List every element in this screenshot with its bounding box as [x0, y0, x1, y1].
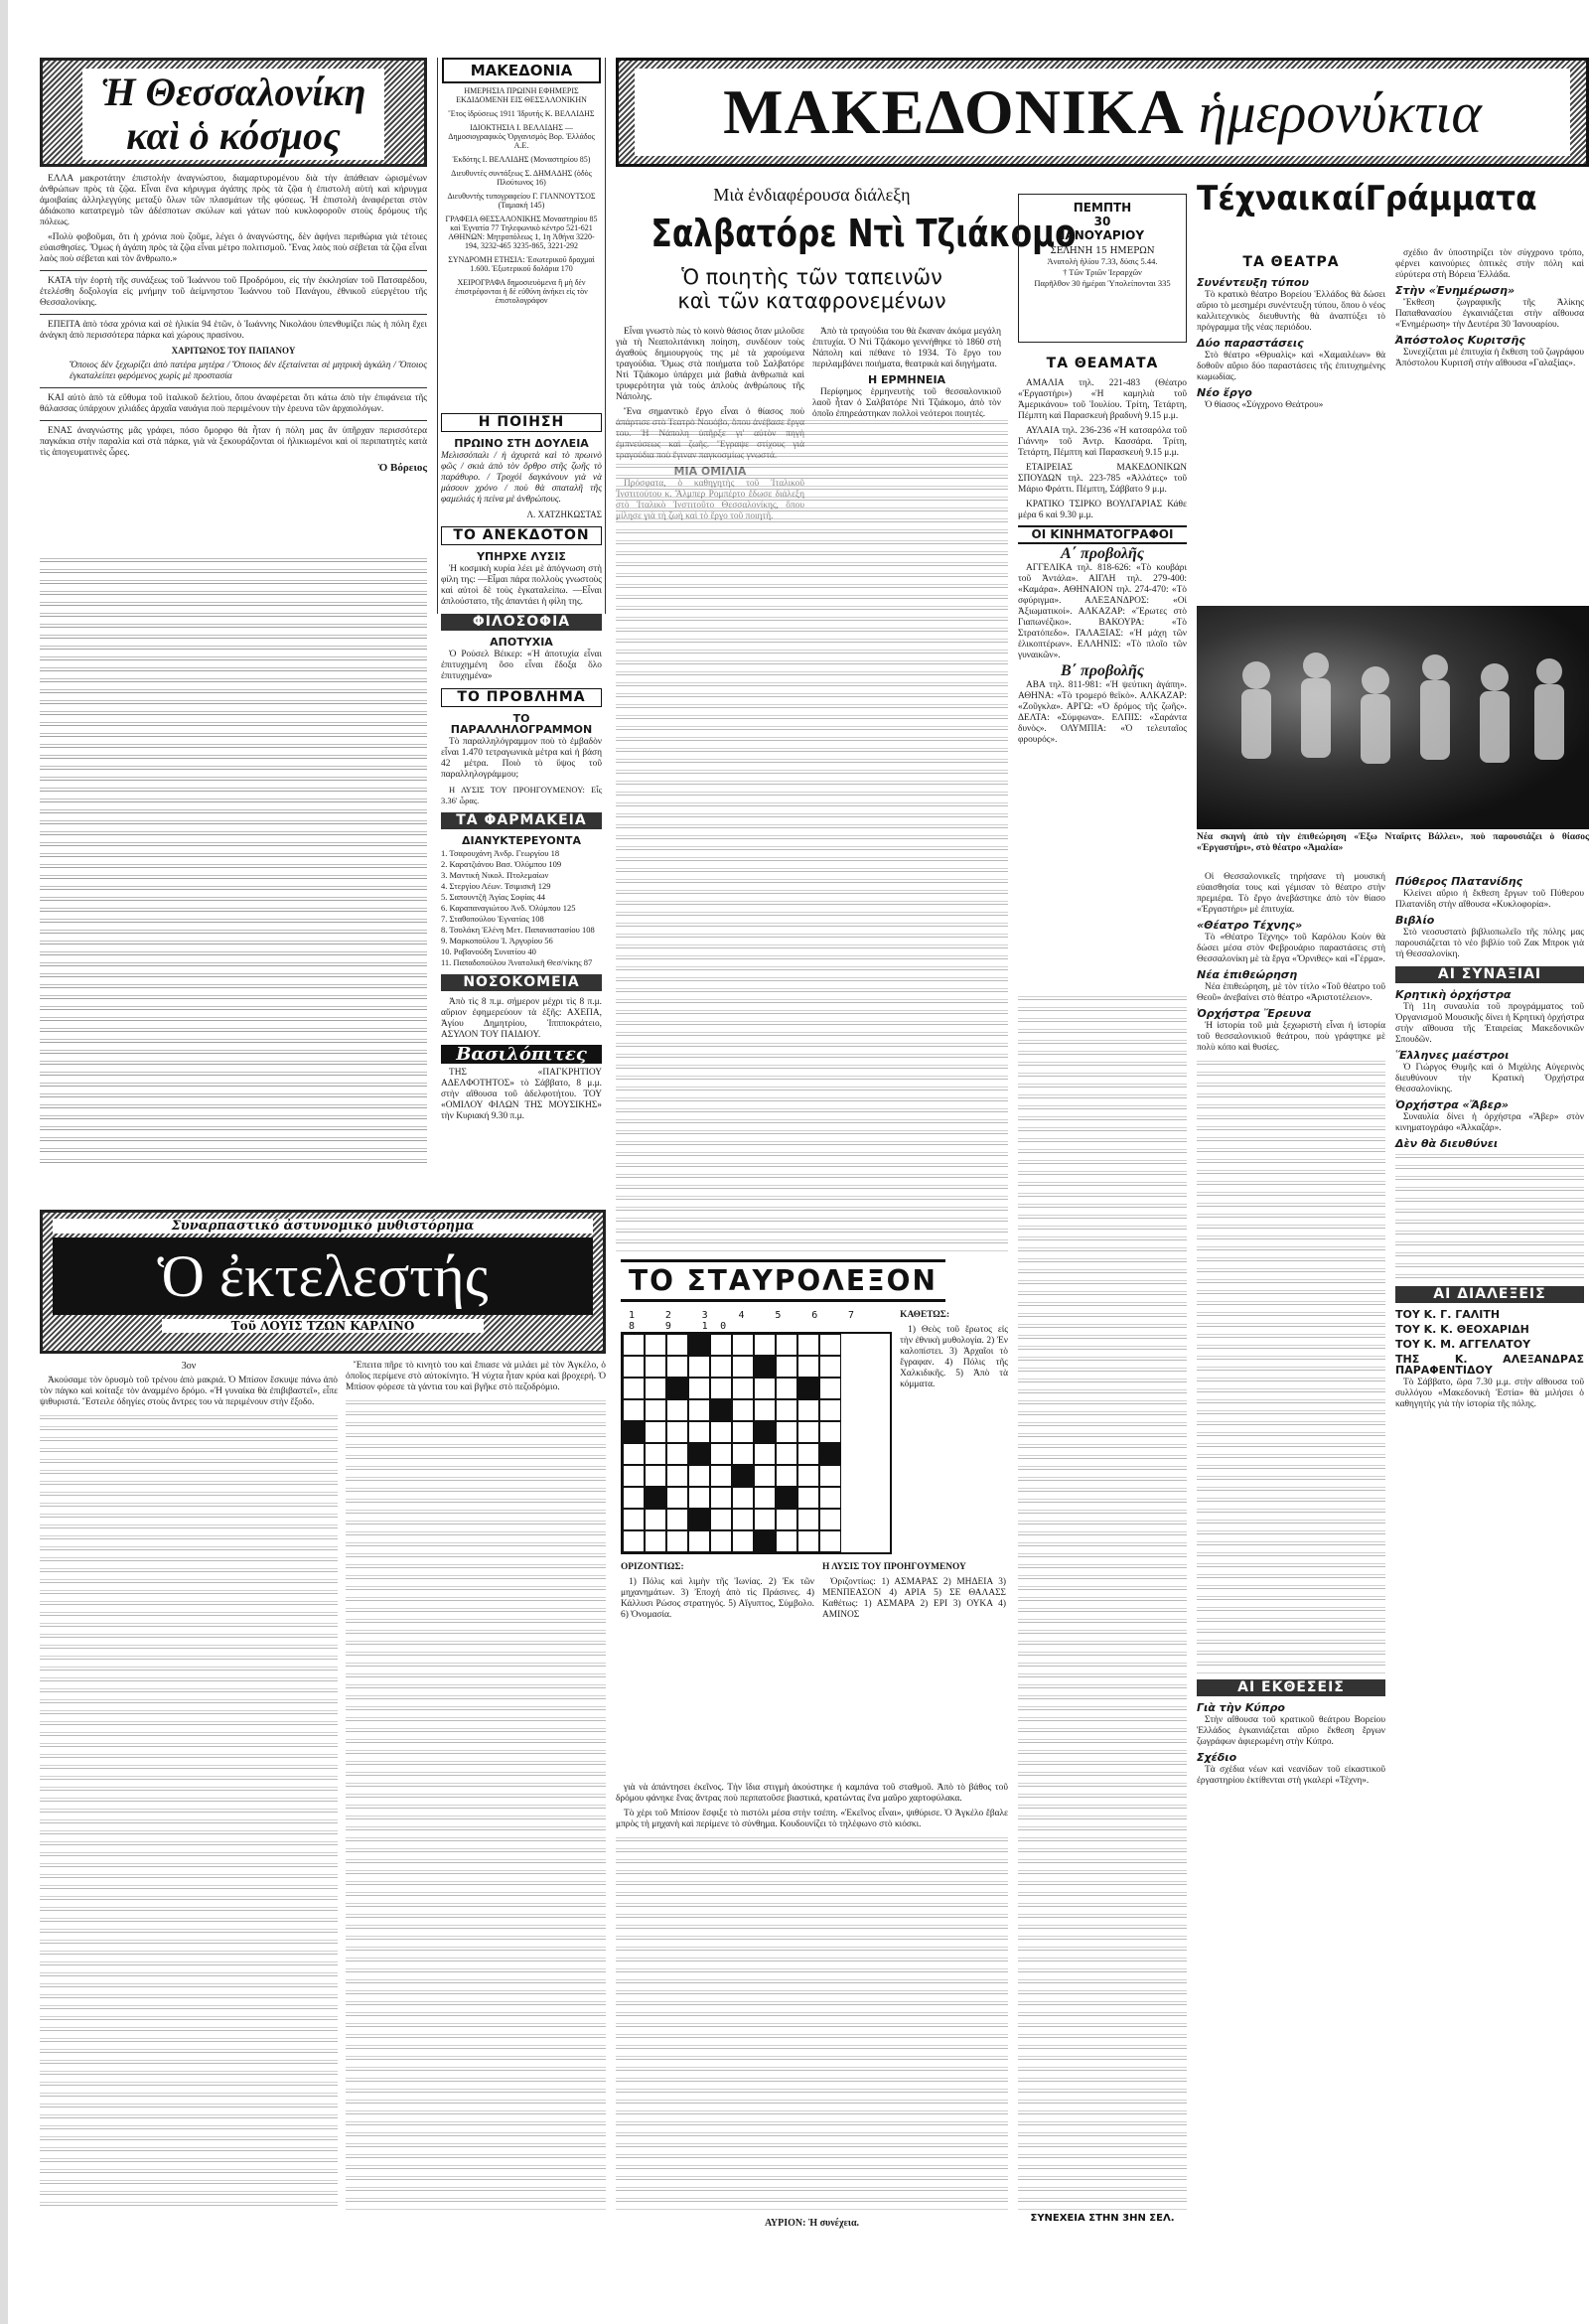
- meetings-sub-1: Κρητικὴ ὀρχήστρα: [1395, 988, 1512, 1001]
- crossword-cell[interactable]: [819, 1334, 841, 1356]
- meetings-sub-4: Δὲν θὰ διευθύνει: [1395, 1137, 1499, 1150]
- date-box: [1018, 194, 1187, 343]
- philosophy-title: ΑΠΟΤΥΧΙΑ: [490, 636, 553, 649]
- crossword-cell[interactable]: [797, 1334, 819, 1356]
- crossword-cell[interactable]: [732, 1378, 754, 1399]
- crossword-cell[interactable]: [754, 1334, 776, 1356]
- crossword-cell[interactable]: [623, 1334, 645, 1356]
- crossword-cell[interactable]: [645, 1509, 666, 1530]
- problem-answer: Η ΛΥΣΙΣ ΤΟΥ ΠΡΟΗΓΟΥΜΕΝΟΥ: Εἶς 3.36' ὧρας.: [441, 785, 602, 805]
- theamata-list: [1018, 378, 1187, 521]
- pharmacy-item: 10. Ραβανούδη Συνατίου 40: [441, 946, 536, 956]
- crossword-cell[interactable]: [645, 1421, 666, 1443]
- theatre-p-4: Οἱ Θεσσαλονικεῖς τηρήσανε τὴ μουσική εὐαισθησία τους καὶ γέμισαν τὸ θέατρο στὴν πρεμιέρα. Τὸ ἔργο ἀνεβάστηκε ἀπὸ τὸν θίασο «Ἐργαστήρι» μὲ ἐπιτυχία.: [1197, 872, 1385, 915]
- crossword-cell[interactable]: [688, 1465, 710, 1487]
- right-p-5: Στὸ νεοσυστατὸ βιβλιοπωλεῖο τῆς πόλης μας παρουσιάζεται τὸ νέο βιβλίο τοῦ Ζακ Μπροκ γιὰ τὴ Θεσσαλονίκη.: [1395, 928, 1584, 959]
- pharmacy-title: ΔΙΑΝΥΚΤΕΡΕΥΟΝΤΑ: [462, 834, 581, 847]
- crossword-cell[interactable]: [819, 1421, 841, 1443]
- crossword-cell[interactable]: [623, 1378, 645, 1399]
- date-saints: † Τῶν Τριῶν Ἱεραρχῶν: [1063, 267, 1142, 277]
- crossword-cell[interactable]: [797, 1421, 819, 1443]
- crossword-cell[interactable]: [666, 1356, 688, 1378]
- crossword-cell[interactable]: [797, 1356, 819, 1378]
- crossword-cell[interactable]: [732, 1487, 754, 1509]
- lecture-kicker: Μιὰ ἐνδιαφέρουσα διάλεξη: [713, 185, 911, 205]
- crossword-cell[interactable]: [710, 1465, 732, 1487]
- exhibitions-section: ΑΙ ΕΚΘΕΣΕΙΣ: [1197, 1679, 1385, 1696]
- theatre-sub-1: Συνέντευξη τύπου: [1197, 276, 1309, 289]
- right-masthead-italic: ἡμερονύκτια: [1198, 79, 1482, 145]
- theamata-item: ΑΥΛΑΙΑ τηλ. 236-236 «Ἡ κατσαρόλα τοῦ Γιάννη» τοῦ Ἀντρ. Κασσάρα. Τρίτη, Τετάρτη, Πέμπτη καὶ Παρασκευὴ 9.15 μ.μ.: [1018, 426, 1187, 458]
- crossword-cell[interactable]: [623, 1399, 645, 1421]
- crossword-horizontal-title: ΟΡΙΖΟΝΤΙΩΣ:: [621, 1562, 684, 1572]
- exhibitions-p-2: Τὰ σχέδια νέων καὶ νεανίδων τοῦ εἰκαστικοῦ ἐργαστηρίου ἐκτίθενται στὴ γκαλερὶ «Τέχνη».: [1197, 1765, 1385, 1786]
- anecdote-text: Ἡ κοσμικὴ κυρία λέει μὲ ἀπόγνωση στὴ φίλη της: —Εἶμαι πάρα πολλοὺς γνωστοὺς καὶ αὐτοὶ δὲ τοὺς ἐγκαταλείπω. —Εἶναι ἁπλούστατο, τῆς ἀπαντάει ἡ φίλη της.: [441, 564, 602, 607]
- meetings-p-1: Τὴ 11η συναυλία τοῦ προγράμματος τοῦ Ὀργανισμοῦ Μουσικῆς δίνει ἡ Κρητικὴ ὀρχήστρα στὴν αἴθουσα τῆς Ἐταιρείας Μακεδονικῶν Σπουδῶν.: [1395, 1002, 1584, 1045]
- meetings-p-3: Συναυλία δίνει ἡ ὀρχήστρα «Ἄβερ» στὸν κινηματογράφο «Ἀλκαζάρ».: [1395, 1112, 1584, 1133]
- pharmacy-item: 9. Μαρκοπούλου Ἰ. Ἀργυρίου 56: [441, 936, 553, 945]
- crossword-vertical: 1) Θεὸς τοῦ ἔρωτος εἰς τὴν ἐθνικὴ μυθολογία. 2) Ἐν καλοπίστει. 3) Ἀρχαῖοι τὸ ἔγραφαν. 4) Πόλις τῆς Χαλκιδικῆς. 5) Ἀπὸ τὰ κόμματα.: [900, 1325, 1008, 1389]
- crossword-cell[interactable]: [645, 1356, 666, 1378]
- meetings-sub-2: Ἕλληνες μαέστροι: [1395, 1049, 1510, 1062]
- right-p-2: Ἔκθεση ζωγραφικῆς τῆς Ἀλίκης Παπαθανασίου ἐγκαινιάζεται στὴν αἴθουσα «Ἐνημέρωση» τὴν Δευτέρα 30 Ἰανουαρίου.: [1395, 298, 1584, 330]
- crossword-cell[interactable]: [776, 1421, 797, 1443]
- problem-section: ΤΟ ΠΡΟΒΛΗΜΑ: [441, 688, 602, 707]
- crossword-grid[interactable]: [621, 1332, 892, 1554]
- left-header-title: [82, 69, 384, 160]
- serial-text-4: Τὸ χέρι τοῦ Μπίσον ἔσφιξε τὸ πιστόλι μέσα στὴν τσέπη. «Ἐκεῖνος εἶναι», ψιθύρισε. Ὁ Ἀγκέλο ἔβαλε μπρὸς τὴ μηχανὴ καὶ περίμενε τὸ σύνθημα. Κουδουνίζει τὸ τηλέφωνο στὸ κιόσκι.: [616, 1809, 1008, 1829]
- lecture-item: ΤΗΣ Κ. ΑΛΕΞΑΝΔΡΑΣ ΠΑΡΑΦΕΝΤΙΔΟΥ: [1395, 1353, 1584, 1377]
- crossword-cell: [688, 1334, 710, 1356]
- crossword-cell[interactable]: [710, 1421, 732, 1443]
- theatre-p-7: Ἡ ἱστορία τοῦ μιὰ ξεχωριστὴ εἶναι ἡ ἱστορία τοῦ θεσσαλονικιοῦ θεάτρου, ποὺ γράφτηκε μὲ πολὺ κόπο καὶ θυσίες.: [1197, 1021, 1385, 1053]
- pharmacy-item: 8. Τσολάκη Ἐλένη Μετ. Παπαναστασίου 108: [441, 925, 595, 935]
- theamata-item: ΚΡΑΤΙΚΟ ΤΣΙΡΚΟ ΒΟΥΛΓΑΡΙΑΣ Κάθε μέρα 6 καὶ 9.30 μ.μ.: [1018, 500, 1187, 520]
- crossword-cell: [819, 1443, 841, 1465]
- crossword-cell[interactable]: [666, 1421, 688, 1443]
- crossword-cell[interactable]: [754, 1487, 776, 1509]
- lectures-section: ΑΙ ΔΙΑΛΕΞΕΙΣ: [1395, 1286, 1584, 1303]
- crossword: [621, 1259, 1008, 1776]
- crossword-solution: Ὁριζοντίως: 1) ΑΣΜΑΡΑΣ 2) ΜΗΔΕΙΑ 3) ΜΕΝΠΕΑΣΟΝ 4) ΑΡΙΑ 5) ΣΕ ΘΑΛΑΣΣ Καθέτως: 1) ΑΣΜΑΡΑ 2) ΕΡΙ 3) ΟΥΚΑ 4) ΑΜΙΝΟΣ: [822, 1577, 1006, 1620]
- crossword-cell[interactable]: [797, 1443, 819, 1465]
- theatre-p-1: Τὸ κρατικὸ θέατρο Βορείου Ἑλλάδος θὰ δώσει αὔριο τὸ μεσημέρι συνέντευξη τύπου, ὅπου ὁ νέος καλλιτεχνικὸς διευθυντὴς θὰ ἀναπτύξει τὸ πρόγραμμα τῆς νέας περιόδου.: [1197, 290, 1385, 333]
- crossword-cell[interactable]: [645, 1378, 666, 1399]
- right-p-3: Συνεχίζεται μὲ ἐπιτυχία ἡ ἔκθεση τοῦ ζωγράφου Ἀπόστολου Κυριτσῆ στὴν αἴθουσα «Γαλαξίας».: [1395, 348, 1584, 368]
- lectures-list: [1395, 1309, 1584, 1376]
- serial-text-2: Ἔπειτα πῆρε τὸ κινητὸ του καὶ ἔπιασε νὰ μιλάει μὲ τὸν Ἀγκέλο, ὁ ὁποῖος περίμενε στὸ αὐτοκίνητο. Ἡ νύχτα ἦταν κρύα καὶ βροχερή. Ὁ Μπίσον φόρεσε τὰ γάντια του καὶ βγῆκε στὸ πεζοδρόμιο.: [346, 1361, 606, 1392]
- crossword-cell[interactable]: [666, 1399, 688, 1421]
- crossword-cell[interactable]: [819, 1530, 841, 1552]
- theatre-section-label: ΤΑ ΘΕΑΤΡΑ: [1238, 254, 1343, 270]
- crossword-cell[interactable]: [623, 1356, 645, 1378]
- crossword-vertical-title: ΚΑΘΕΤΩΣ:: [900, 1310, 950, 1320]
- first-run: Α΄ προβολῆς: [1061, 545, 1144, 562]
- masthead-founded: Ἔτος ἱδρύσεως 1911 Ἱδρυτής Κ. ΒΕΛΛΙΔΗΣ: [448, 109, 595, 118]
- left-header: [40, 58, 427, 167]
- crossword-cell: [623, 1421, 645, 1443]
- crossword-cell[interactable]: [776, 1399, 797, 1421]
- crossword-cell[interactable]: [819, 1356, 841, 1378]
- philosophy-section: ΦΙΛΟΣΟΦΙΑ: [441, 614, 602, 631]
- serial-body-1: [40, 1412, 338, 2207]
- theatre-p-3: Ὁ θίασος «Σύγχρονο Θεάτρου»: [1205, 400, 1324, 410]
- serial-col-2: [346, 1361, 606, 2314]
- right-sub-1: Στὴν «Ἐνημέρωση»: [1395, 284, 1516, 297]
- theamata-section: [1018, 356, 1187, 372]
- crossword-cell[interactable]: [754, 1509, 776, 1530]
- date-number: 30: [1093, 215, 1111, 228]
- crossword-cell[interactable]: [819, 1399, 841, 1421]
- serial-col-1: [40, 1361, 338, 2314]
- vasilopites-text: ΤΗΣ «ΠΑΓΚΡΗΤΙΟΥ ΑΔΕΛΦΟΤΗΤΟΣ» τὸ Σάββατο, 8 μ.μ. στὴν αἴθουσα τοῦ ἀδελφοτήτου. ΤΟΥ «ΟΜΙΛΟΥ ΦΙΛΩΝ ΤΗΣ ΜΟΥΣΙΚΗΣ» τὴν Κυριακή 9.30 π.μ.: [441, 1068, 602, 1121]
- crossword-solution-title: Η ΛΥΣΙΣ ΤΟΥ ΠΡΟΗΓΟΥΜΕΝΟΥ: [822, 1562, 966, 1572]
- crossword-cell[interactable]: [710, 1530, 732, 1552]
- meetings-p-2: Ὁ Γιώργος Θυμῆς καὶ ὁ Μιχάλης Αὐγερινὸς διευθύνουν τὴν Κρατικὴ Ὀρχήστρα Θεσσαλονίκης.: [1395, 1063, 1584, 1094]
- date-days: Παρῆλθον 30 ἡμέραι Ὑπολείπονται 335: [1034, 278, 1171, 288]
- crossword-cell[interactable]: [688, 1356, 710, 1378]
- crossword-cell: [645, 1487, 666, 1509]
- arts-col-1-bottom: [1197, 872, 1385, 2262]
- hermeneia-text: Περίφημος ἑρμηνευτὴς τοῦ θεσσαλονικιοῦ λαοῦ ἦταν ὁ Σαλβατόρε Ντὶ Τζιάκομο, ἀπὸ τὸν ὁποῖο ἐπηρεάστηκαν πολλοὶ νεότεροι ποιητές.: [812, 387, 1001, 419]
- para-6: ΕΝΑΣ ἀναγνώστης μᾶς γράφει, πόσο ὄμορφο θὰ ἦταν ἡ πόλη μας ἂν ὑπῆρχαν περισσότερα παγκάκια στὴν παραλία καὶ στὰ πάρκα, γιὰ νὰ ξεκουράζονται οἱ ἡλικιωμένοι καὶ οἱ περιπατητὲς κατὰ τὶς ἀπογευματινὲς ὧρες.: [40, 426, 427, 458]
- vasilopites-label: Βασιλόπιτες: [441, 1045, 602, 1064]
- philosophy-text: Ὁ Ρούσελ Βέικερ: «Ἡ ἀποτυχία εἶναι ἐπιτυχημένη ὅσο εἶναι ἔδοξα ὅλο ἐπιτυχημένα»: [441, 650, 602, 681]
- lecture-col-2: Ἕνα σημαντικὸ ἔργο εἶναι ὁ θίασος ποὺ ἀπάρτισε στὸ Τεατρὸ Νουόβο, ὅπου ἀνέβασε ἔργα του. Ἡ Νάπολη ὑπῆρξε γι' αὐτὸν πηγὴ ἐμπνεύσεως καὶ ζωῆς. Ἔγραψε στίχους γιὰ τραγούδια ποὺ ἔγιναν παγκοσμίως γνωστά.: [616, 407, 804, 461]
- crossword-cell[interactable]: [776, 1356, 797, 1378]
- theamata-continued: ΣΥΝΕΧΕΙΑ ΣΤΗΝ 3ΗΝ ΣΕΛ.: [1030, 2213, 1175, 2224]
- theatre-photo: [1197, 606, 1589, 829]
- lecture-subhead-1: Ὁ ποιητὴς τῶν ταπεινῶν: [681, 265, 942, 289]
- lecture-item: ΤΟΥ Κ. Μ. ΑΓΓΕΛΑΤΟΥ: [1395, 1338, 1531, 1351]
- theamata-section-label: ΤΑ ΘΕΑΜΑΤΑ: [1043, 356, 1163, 371]
- arts-title: ΤέχναικαίΓράμματα: [1197, 179, 1537, 218]
- date-month: ΙΑΝΟΥΑΡΙΟΥ: [1060, 228, 1145, 242]
- pharmacy-item: 4. Στεργίου Λέων. Τσιμισκῆ 129: [441, 881, 551, 891]
- crossword-cell[interactable]: [797, 1399, 819, 1421]
- hermeneia-title: Η ΕΡΜΗΝΕΙΑ: [867, 373, 946, 386]
- crossword-cell[interactable]: [666, 1487, 688, 1509]
- crossword-cell: [688, 1443, 710, 1465]
- serial-col-3: [616, 1783, 1008, 2309]
- poetry-section: Η ΠΟΙΗΣΗ: [441, 413, 602, 432]
- crossword-cell: [732, 1465, 754, 1487]
- text-body-left: [40, 556, 427, 1167]
- crossword-cell[interactable]: [819, 1509, 841, 1530]
- crossword-cell[interactable]: [623, 1530, 645, 1552]
- crossword-cell[interactable]: [666, 1509, 688, 1530]
- date-sun: Ἀνατολὴ ἡλίου 7.33, δύσις 5.44.: [1047, 256, 1158, 266]
- meetings-section: ΑΙ ΣΥΝΑΞΙΑΙ: [1395, 966, 1584, 983]
- masthead-directors: Διευθυντὲς συντάξεως Σ. ΔΗΜΑΔΗΣ (ὁδὸς Πλούτωνος 16): [451, 169, 592, 187]
- masthead-print: Διευθυντὴς τυπογραφείου Γ. ΓΙΑΝΝΟΥΤΣΟΣ (Ταμιακή 145): [447, 192, 596, 210]
- divider: [40, 314, 427, 315]
- pharmacy-item: 6. Καραπαναγιώτου Ἀνδ. Ὀλύμπου 125: [441, 903, 576, 913]
- masthead-ownership: ΙΔΙΟΚΤΗΣΙΑ Ι. ΒΕΛΛΙΔΗΣ — Δημοσιογραφικὸς Ὀργανισμὸς Βορ. Ἑλλάδος Α.Ε.: [448, 123, 595, 150]
- crossword-cell[interactable]: [732, 1334, 754, 1356]
- second-run: Β΄ προβολῆς: [1061, 662, 1144, 679]
- cinemas-b: ΑΒΑ τηλ. 811-981: «Ἡ ψεύτικη ἀγάπη». ΑΘΗΝΑ: «Τὸ τρομερό θεϊκὸ». ΑΛΚΑΖΑΡ: «Ζοῦγκλα». ΑΡΓΩ: «Ὁ δρόμος τῆς ζωῆς». ΔΕΛΤΑ: «Σύμφωνα». ΕΛΠΙΣ: «Σαράντα δυνὸς». ΟΛΥΜΠΙΑ: «Ὁ τελευταῖος φρουρός».: [1018, 680, 1187, 745]
- signature: Ὁ Βόρειος: [377, 462, 427, 474]
- pharmacy-item: 2. Καρατζιάνου Βασ. Ὀλύμπου 109: [441, 859, 562, 869]
- pharmacy-list: [441, 848, 602, 968]
- crossword-cell[interactable]: [819, 1465, 841, 1487]
- crossword-cell[interactable]: [666, 1334, 688, 1356]
- para-1: ΕΛΛΑ μακροτάτην ἐπιστολὴν ἀναγνώστου, διαμαρτυρομένου διὰ τὴν ἀπάθειαν ὡρισμένων ἀνθρώπων πρὸς τὰ ζῷα. Εἶναι ἕνα κήρυγμα ἀγάπης πρὸς τὰ ζῷα ἡ ἐπιστολὴ αὐτὴ καὶ κήρυγμα ἀμοιβαίας ἀλληλεγγύης μεταξὺ ὅλων τῶν πλασμάτων τῆς φύσεως. Ἡ ἐπιστολὴ ἀναφέρεται στὸν ἀδιάκοπο κατατρεγμὸ τῶν ἀδέσποτων σκύλων καὶ γάτων ποὺ κυκλοφοροῦν στοὺς δρόμους τῆς πόλεως.: [40, 174, 427, 227]
- meetings-sub-3: Ὀρχήστρα «Ἄβερ»: [1395, 1098, 1509, 1111]
- crossword-cell[interactable]: [645, 1399, 666, 1421]
- crossword-cell[interactable]: [754, 1378, 776, 1399]
- crossword-cell[interactable]: [732, 1399, 754, 1421]
- crossword-cell: [776, 1487, 797, 1509]
- para-2: «Πολὺ φοβοῦμαι, ὅτι ἡ χρόνια ποὺ ζοῦμε, λέγει ὁ ἀναγνώστης, δὲν ἀφήνει περιθώρια γιὰ τέτοιες εὐαισθησίες. Ὅμως ἡ ἀγάπη πρὸς τὰ ζῷα εἶναι μέτρο πολιτισμοῦ. Ἕνας λαὸς ποὺ σέβεται τὰ ζῷα εἶναι λαὸς ποὺ σέβεται καὶ τὸν ἄνθρωπο.»: [40, 232, 427, 264]
- crossword-cell[interactable]: [645, 1443, 666, 1465]
- crossword-cell[interactable]: [645, 1334, 666, 1356]
- crossword-cell[interactable]: [754, 1399, 776, 1421]
- crossword-cell[interactable]: [688, 1399, 710, 1421]
- theamata-item: ΑΜΑΛΙΑ τηλ. 221-483 (Θέατρο «Ἐργαστήρι») «Ἡ καμηλιὰ τοῦ Ἀμερικάνου» τοῦ Ἰουλίου. Τρίτη, Τετάρτη, Πέμπτη καὶ Παρασκευὴ βραδυνὴ 9.15 μ.μ.: [1018, 378, 1187, 421]
- lecture-item: ΤΟΥ Κ. Κ. ΘΕΟΧΑΡΙΔΗ: [1395, 1323, 1529, 1336]
- crossword-cell[interactable]: [776, 1443, 797, 1465]
- poem-text: Μελισσόπαλι / ἡ ἀχυριτὰ καὶ τὸ πρωινὸ φῶς / σκιὰ ἀπὸ τὸν ὄρθρο στῆς ζωῆς τὸ παράθυρο. / Τροχόὶ δαγκάνουν γιὰ νὰ μάσουν χρόνο / ποὺ θὰ σπαταλῆ τῆς φαμελιάς ἡ πείνα μὲ ἀνθρώπους.: [441, 451, 602, 505]
- pharmacy-item: 5. Σαπουντζῆ Ἁγίας Σοφίας 44: [441, 892, 545, 902]
- poet: Λ. ΧΑΤΖΗΚΩΣΤΑΣ: [526, 509, 602, 519]
- lectures-p: Τὸ Σάββατο, ὥρα 7.30 μ.μ. στὴν αἴθουσα τοῦ συλλόγου «Μακεδονικὴ Ἑστία» θὰ μιλήσει ὁ καθηγητὴς γιὰ τὴν ἱστορία τῆς πόλης.: [1395, 1378, 1584, 1409]
- crossword-cell[interactable]: [666, 1443, 688, 1465]
- theatre-sub-4: «Θέατρο Τέχνης»: [1197, 919, 1303, 932]
- crossword-cell[interactable]: [776, 1334, 797, 1356]
- para-3: ΚΑΤΑ τὴν ἑορτὴ τῆς συνάξεως τοῦ Ἰωάννου τοῦ Προδρόμου, εἰς τὴν ἐκκλησίαν τοῦ Πατσαρέδου, ἐτελέσθη δοξολογία εἰς μνήμην τοῦ ἀείμνηστου Ἰωάννου τοῦ Πανάγου, ἐθνικοῦ εὐεργέτου τῆς Θεσσαλονίκης.: [40, 276, 427, 308]
- crossword-cell[interactable]: [797, 1530, 819, 1552]
- crossword-cell[interactable]: [710, 1356, 732, 1378]
- theatre-sub-3: Νέο ἔργο: [1197, 386, 1252, 399]
- cinemas-a: ΑΓΓΕΛΙΚΑ τηλ. 818-626: «Τὸ κουβάρι τοῦ Ἀντάλα». ΑΙΓΛΗ τηλ. 279-400: «Καμάρα». ΑΘΗΝΑΙΟΝ τηλ. 274-470: «Τὸ σφύριγμα». ΑΛΕΞΑΝΔΡΟΣ: «Οἱ Ἀξιωματικοί». ΑΛΚΑΖΑΡ: «Ἔρωτες στὸ Γιαπωνέζικο». ΒΑΚΟΥΡΑ: «Τὸ Στρατόπεδο». ΓΑΛΑΞΙΑΣ: «Ἡ μάχη τῶν ἑλικοπτέρων». ΕΛΛΗΝΙΣ: «Τὸ πλοῖο τῶν γυναικῶν».: [1018, 563, 1187, 660]
- pharmacy-item: 3. Μαντικὴ Νικολ. Πτολεμαίων: [441, 870, 549, 880]
- lecture-col-3: Ἀπὸ τὰ τραγούδια του θὰ ἔκαναν ἀκόμα μεγάλη ἐπιτυχία. Ὁ Ντὶ Τζιάκομο γεννήθηκε τὸ 1860 στὴ Νάπολη καὶ πέθανε τὸ 1934. Τὸ ἔργο του περιλαμβάνει ποιήματα, θεατρικὰ καὶ διηγήματα.: [812, 327, 1001, 369]
- lecture-item: ΤΟΥ Κ. Γ. ΓΑΛΙΤΗ: [1395, 1308, 1501, 1321]
- hospital-text: Ἀπὸ τὶς 8 π.μ. σήμερον μέχρι τὶς 8 π.μ. αὔριον ἐφημερεύουν τὰ ἑξῆς: ΑΧΕΠΑ, Ἁγίου Δημητρίου, Ἱππποκράτειο, ΑΣΥΛΟΝ ΤΟΥ ΠΑΙΔΙΟΥ.: [441, 997, 602, 1040]
- crossword-title: ΤΟ ΣΤΑΥΡΟΛΕΞΟΝ: [621, 1259, 945, 1302]
- poem-title: ΧΑΡΙΤΩΝΟΣ ΤΟΥ ΠΑΠΑΝΟΥ: [171, 346, 296, 356]
- lecture-headline: Σαλβατόρε Ντὶ Τζιάκομο: [650, 212, 1077, 255]
- crossword-cell[interactable]: [754, 1465, 776, 1487]
- masthead-note: ΧΕΙΡΟΓΡΑΦΑ δημοσιευόμενα ἢ μὴ δὲν ἐπιστρέφονται ἡ δὲ εὐθύνη ἀνήκει εἰς τὸν ἐπιστολογράφον: [455, 278, 588, 305]
- crossword-cell: [688, 1509, 710, 1530]
- lecture-subhead-2: καὶ τῶν καταφρονεμένων: [677, 289, 946, 313]
- crossword-col-numbers: 1 2 3 4 5 6 7 8 9 10: [629, 1310, 867, 1332]
- paper-name: ΜΑΚΕΔΟΝΙΑ: [442, 58, 601, 83]
- theatre-sub-5: Νέα ἐπιθεώρηση: [1197, 968, 1298, 981]
- serial-kicker: Συναρπαστικό ἀστυνομικό μυθιστόρημα: [53, 1219, 593, 1234]
- crossword-cell: [666, 1378, 688, 1399]
- omilia-title: ΜΙΑ ΟΜΙΛΙΑ: [673, 465, 747, 478]
- crossword-cell[interactable]: [710, 1378, 732, 1399]
- crossword-cell[interactable]: [710, 1509, 732, 1530]
- right-sub-2: Ἀπόστολος Κυριτσῆς: [1395, 334, 1525, 347]
- serial-text-3: γιὰ νὰ ἀπάντησει ἐκεῖνος. Τὴν ἴδια στιγμὴ ἀκούστηκε ἡ καμπάνα τοῦ σταθμοῦ. Ἀπὸ τὸ βάθος τοῦ δρόμου φάνηκε ἕνας ἄντρας ποὺ περπατοῦσε βιαστικά, κρατώντας ἕνα μαῦρο χαρτοφύλακα.: [616, 1783, 1008, 1804]
- date-moon: ΣΕΛΗΝΗ 15 ΗΜΕΡΩΝ: [1050, 246, 1155, 256]
- pharmacy-item: 1. Τσαρουχάνη Ἀνδρ. Γεωργίου 18: [441, 848, 560, 858]
- right-p-4: Κλείνει αὔριο ἡ ἔκθεση ἔργων τοῦ Πύθερου Πλατανίδη στὴν αἴθουσα «Κυκλοφορία».: [1395, 889, 1584, 910]
- serial-header: [40, 1210, 606, 1354]
- crossword-cell: [754, 1530, 776, 1552]
- crossword-cell[interactable]: [666, 1465, 688, 1487]
- crossword-cell[interactable]: [732, 1356, 754, 1378]
- divider: [40, 270, 427, 271]
- crossword-cell[interactable]: [797, 1465, 819, 1487]
- theatre-p-5: Τὸ «Θέατρο Τέχνης» τοῦ Καρόλου Κοὺν θὰ δώσει μέσα στὸν Φεβρουάριο παραστάσεις στὴ Θεσσαλονίκη μὲ τὰ ἔργα «Ὄρνιθες» καὶ «Γέρμα».: [1197, 933, 1385, 964]
- cinema-listings-body: [1018, 993, 1187, 2210]
- masthead-publisher: Ἐκδότης Ι. ΒΕΛΛΙΔΗΣ (Μοναστηρίου 85): [452, 155, 591, 164]
- cinemas-section: ΟΙ ΚΙΝΗΜΑΤΟΓΡΑΦΟΙ: [1018, 525, 1187, 544]
- exhibitions-p: Στὴν αἴθουσα τοῦ κρατικοῦ θεάτρου Βορείου Ἑλλάδος ἐγκαινιάζεται αὔριο ἔκθεση ἔργων ζωγράφων ἀφιερωμένη στὴν Κύπρο.: [1197, 1715, 1385, 1747]
- poem-heading: ΠΡΩΙΝΟ ΣΤΗ ΔΟΥΛΕΙΑ: [454, 437, 589, 450]
- pharmacy-item: 11. Παπαδοπούλου Ἀνατολικῆ Θεσ/νίκης 87: [441, 957, 593, 967]
- poetry-column: [437, 407, 606, 1202]
- para-4: ΕΠΕΙΤΑ ἀπὸ τόσα χρόνια καὶ σὲ ἡλικία 94 ἐτῶν, ὁ Ἰωάννης Νικολάου ὑπενθυμίζει πὼς ἡ πόλη ἔχει ἀνάγκη ἀπὸ περισσότερα πάρκα καὶ χώρους πρασίνου.: [40, 320, 427, 341]
- right-sub-4: Βιβλίο: [1395, 914, 1435, 927]
- crossword-cell[interactable]: [776, 1509, 797, 1530]
- theatre-p-2: Στὸ θέατρο «Θρυαλὶς» καὶ «Χαμαιλέων» θὰ δοθοῦν αὔριο δύο παραστάσεις τῆς ἐπιτυχημένης κωμωδίας.: [1197, 351, 1385, 382]
- masthead-subtitle: ΗΜΕΡΗΣΙΑ ΠΡΩΙΝΗ ΕΦΗΜΕΡΙΣ ΕΚΔΙΔΟΜΕΝΗ ΕΙΣ ΘΕΣΣΑΛΟΝΙΚΗΝ: [456, 86, 587, 104]
- hospital-section: ΝΟΣΟΚΟΜΕΙΑ: [441, 974, 602, 991]
- crossword-cell[interactable]: [688, 1530, 710, 1552]
- crossword-cell: [754, 1356, 776, 1378]
- crossword-cell[interactable]: [645, 1465, 666, 1487]
- crossword-cell[interactable]: [754, 1443, 776, 1465]
- arts-text-body: [1197, 1058, 1385, 1673]
- crossword-cell[interactable]: [710, 1443, 732, 1465]
- serial-body-3: [616, 1834, 1008, 2212]
- photo-caption: Νέα σκηνὴ ἀπὸ τὴν ἐπιθεώρηση «Ἐξω Νταῖριτς Βάλλει», ποὺ παρουσιάζει ὁ θίασος «Ἐργαστήρι», στὸ θέατρο «Ἀμαλία»: [1197, 832, 1589, 853]
- serial-continued: ΑΥΡΙΟΝ: Ἡ συνέχεια.: [764, 2218, 860, 2229]
- right-masthead-title: ΜΑΚΕΔΟΝΙΚΑ: [723, 76, 1185, 147]
- divider: [40, 387, 427, 388]
- meetings-text-body: [1395, 1151, 1584, 1280]
- lecture-col-1: Εἶναι γνωστὸ πὼς τὸ κοινὸ θάσιος ὅταν μιλοῦσε γιὰ τὴ Νεαπολιτάνικη ποίηση, συνδέουν τοὺς ἀγαθοὺς δημιουργοὺς της μὲ τὰ χαρούμενα τραγούδια. Ὅμως στὰ ποιήματα τοῦ Σαλβατόρε Ντὶ Τζιάκομο ὑπάρχει μιὰ βαθιὰ ἀνθρωπιὰ καὶ τρυφερότητα γιὰ τοὺς ἀπλοὺς ἀνθρώπους τῆς Νάπολης.: [616, 327, 804, 402]
- left-header-line1: Ἡ Θεσσαλονίκη: [100, 70, 366, 114]
- crossword-cell: [754, 1421, 776, 1443]
- crossword-cell[interactable]: [819, 1487, 841, 1509]
- pharmacy-item: 7. Σταθοπούλου Ἐγνατίας 108: [441, 914, 544, 924]
- problem-text: Τὸ παραλληλόγραμμον ποὺ τὸ ἐμβαδὸν εἶναι 1.470 τετραγωνικὰ μέτρα καὶ ἡ βάση 42 μέτρα. Ποιὸ τὸ ὕψος τοῦ παραλληλογράμμου;: [441, 737, 602, 780]
- para-5: ΚΑΙ αὐτὸ ἀπὸ τὰ εὔθυμα τοῦ ἰταλικοῦ δελτίου, ὅπου ἀναφέρεται ὅτι κάτω ἀπὸ τὴν ἐπιφάνεια τῆς θάλασσας ὑπάρχουν χιλιάδες ἀρχαῖα ναυάγια ποὺ περιμένουν τὴν ἐρευνα τῶν ἀρχαιολόγων.: [40, 393, 427, 414]
- right-masthead: [616, 58, 1589, 167]
- crossword-cell[interactable]: [776, 1465, 797, 1487]
- right-sub-3: Πύθερος Πλατανίδης: [1395, 875, 1523, 888]
- theatre-sub-6: Ὀρχήστρα Ἔρευνα: [1197, 1007, 1312, 1020]
- crossword-cell[interactable]: [776, 1530, 797, 1552]
- exhibitions-sub-2: Σχέδιο: [1197, 1751, 1237, 1764]
- crossword-cell[interactable]: [776, 1378, 797, 1399]
- masthead-subscriptions: ΣΥΝΔΡΟΜΗ ΕΤΗΣΙΑ: Ἐσωτερικοῦ δραχμαὶ 1.600. Ἐξωτερικοῦ δολάρια 170: [448, 255, 595, 273]
- theatre-p-6: Νέα ἐπιθεώρηση, μὲ τὸν τίτλο «Τοῦ θέατρο τοῦ Θεοῦ» ἀνεβαίνει στὸ θέατρο «Ἀριστοτέλειον».: [1197, 982, 1385, 1003]
- crossword-cell: [710, 1399, 732, 1421]
- date-day: ΠΕΜΠΤΗ: [1073, 201, 1132, 215]
- poem: Ὅποιος δὲν ξεχωρίζει ἀπὸ πατέρα μητέρα / Ὅποιος δὲν ἐξεταίνεται σὲ μητρικὴ ἀγκάλη / Ὅποιος ἐγκαταλείπει φερόμενος χωρὶς μὲ προστασία: [70, 361, 427, 381]
- arts-col-2-bottom: [1395, 872, 1584, 2262]
- crossword-cell[interactable]: [710, 1334, 732, 1356]
- left-header-line2: καὶ ὁ κόσμος: [126, 113, 341, 158]
- crossword-cell[interactable]: [623, 1509, 645, 1530]
- anecdote-title: ΥΠΗΡΧΕ ΛΥΣΙΣ: [477, 550, 566, 563]
- serial-body-2: [346, 1397, 606, 2212]
- pharmacy-section: ΤΑ ΦΑΡΜΑΚΕΙΑ: [441, 812, 602, 829]
- divider: [40, 420, 427, 421]
- lecture-text-body: [616, 417, 1008, 1251]
- masthead-offices: ΓΡΑΦΕΙΑ ΘΕΣΣΑΛΟΝΙΚΗΣ Μοναστηρίου 85 καὶ Ἐγνατία 77 Τηλεφωνικὸ κέντρο 521-621 ΑΘΗΝΩΝ: Μητροπόλεως 1, 1η Ἀθήνα 3220-194, 3232-465 3235-865, 3221-292: [445, 215, 598, 250]
- serial-text-1: Ἀκούσαμε τὸν ὀρυσμὸ τοῦ τρένου ἀπὸ μακριά. Ὁ Μπίσον ἔσκυψε πάνω ἀπὸ τὸν πάγκο καὶ κοίταξε τὸν ἀναμμένο δρόμο. «Ἡ γυναίκα θὰ ἐπιβιβαστεῖ», εἶπε ψιθυριστά. Ἕστειλε ὀδηγίες στοὺς ἄντρες του νὰ περιμένουν στὴν ἔξοδο.: [40, 1376, 338, 1407]
- crossword-cell[interactable]: [688, 1378, 710, 1399]
- crossword-cell[interactable]: [732, 1509, 754, 1530]
- crossword-cell[interactable]: [710, 1487, 732, 1509]
- crossword-cell[interactable]: [623, 1487, 645, 1509]
- crossword-cell[interactable]: [688, 1421, 710, 1443]
- crossword-cell[interactable]: [623, 1465, 645, 1487]
- crossword-cell[interactable]: [688, 1487, 710, 1509]
- crossword-cell: [797, 1378, 819, 1399]
- crossword-cell[interactable]: [645, 1530, 666, 1552]
- crossword-cell[interactable]: [819, 1378, 841, 1399]
- crossword-cell[interactable]: [623, 1443, 645, 1465]
- theamata-item: ΕΤΑΙΡΕΙΑΣ ΜΑΚΕΔΟΝΙΚΩΝ ΣΠΟΥΔΩΝ τηλ. 223-785 «Ἀλλάτες» τοῦ Μάριο Φράττι. Πέμπτη, Σάββατο 9 μ.μ.: [1018, 463, 1187, 495]
- crossword-cell[interactable]: [732, 1443, 754, 1465]
- crossword-cell[interactable]: [797, 1509, 819, 1530]
- serial-chapter: 3ον: [181, 1361, 197, 1372]
- anecdote-section: ΤΟ ΑΝΕΚΔΟΤΟΝ: [441, 526, 602, 545]
- crossword-cell[interactable]: [797, 1487, 819, 1509]
- omilia-text: Πρόσφατα, ὁ καθηγητὴς τοῦ Ἰταλικοῦ Ἰνστιτούτου κ. Ἄλμπερ Ρομπέρτο ἔδωσε διάλεξη στὸ Ἰταλικὸ Ἰνστιτοῦτο Θεσσαλονίκης, ὅπου μίλησε γιὰ τὴ ζωὴ καὶ τὸ ἔργο τοῦ ποιητῆ.: [616, 479, 804, 521]
- serial-title: Ὁ ἐκτελεστής: [53, 1237, 593, 1315]
- theatre-sub-2: Δύο παραστάσεις: [1197, 337, 1304, 350]
- crossword-horizontal: 1) Πόλις καὶ λιμὴν τῆς Ἰωνίας. 2) Ἐκ τῶν μηχανημάτων. 3) Ἐποχή ἀπὸ τὶς Πράσινες. 4) Κάλλυσι Ρώσος στρατηγός. 5) Αἴγυπτος, Σύμβολο. 6) Ὀνομασία.: [621, 1577, 814, 1620]
- theatre-section: [1197, 254, 1385, 271]
- problem-title: ΤΟ ΠΑΡΑΛΛΗΛΟΓΡΑΜΜΟΝ: [450, 712, 593, 736]
- exhibitions-sub: Γιὰ τὴν Κύπρο: [1197, 1701, 1285, 1714]
- crossword-cell[interactable]: [666, 1530, 688, 1552]
- crossword-cell[interactable]: [732, 1530, 754, 1552]
- crossword-cell[interactable]: [732, 1421, 754, 1443]
- serial-author: Τοῦ ΛΟΥΙΣ ΤΖΩΝ ΚΑΡΛΙΝΟ: [162, 1319, 484, 1333]
- right-p-1: σχέδιο ἂν ὑποστηρίζει τὸν σύγχρονο τρόπο, φέρνει καινούριες ὀπτικὲς στὴν πόλη καὶ εὐρύτερα στὴ Βόρεια Ἑλλάδα.: [1395, 248, 1584, 280]
